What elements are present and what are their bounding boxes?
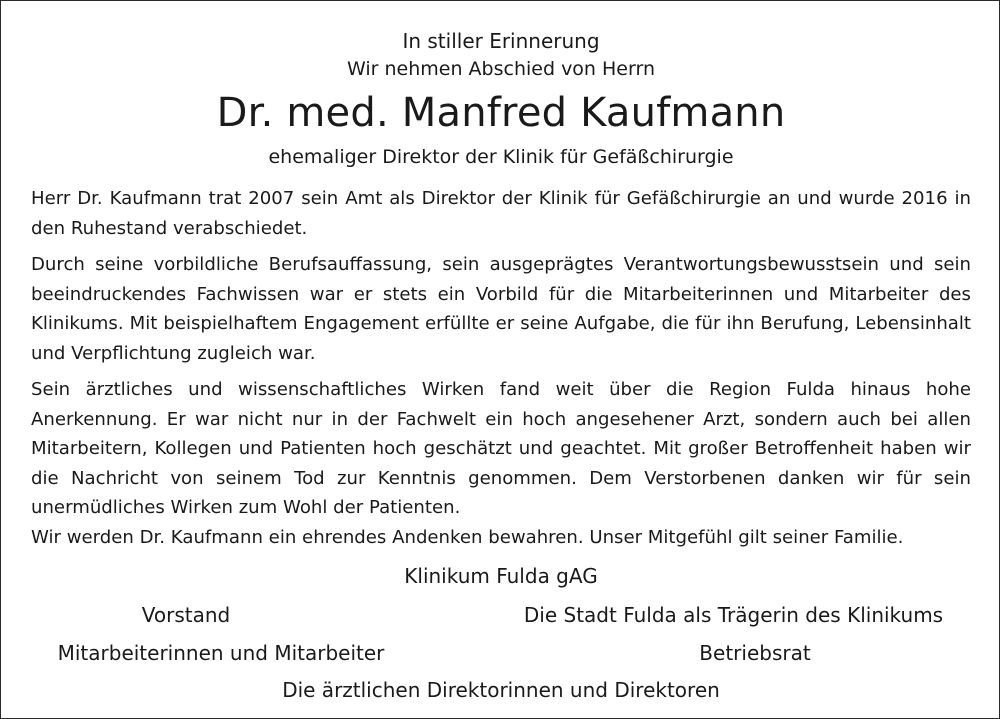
organization-name: Klinikum Fulda gAG bbox=[404, 564, 598, 588]
signatory-staff: Mitarbeiterinnen und Mitarbeiter bbox=[57, 641, 385, 665]
notice-sub-heading: Wir nehmen Abschied von Herrn bbox=[347, 58, 655, 80]
notice-heading: In stiller Erinnerung bbox=[402, 29, 600, 53]
body-paragraph: Durch seine vorbildliche Berufsauffassung, sein ausgeprägtes Verantwortungsbewusstsein und sein beeindruckendes Fachwissen war er stets ein Vorbild für die Mitarbeiterinnen und Mitarbeiter des Klinikums. Mit beispielhaftem Engagement erfüllte er seine Aufgabe, die für ihn Berufung, Lebensinhalt und Verpflichtung zugleich war. bbox=[31, 254, 971, 364]
notice-body bbox=[31, 184, 971, 552]
body-paragraph: Wir werden Dr. Kaufmann ein ehrendes Andenken bewahren. Unser Mitgefühl gilt seiner Familie. bbox=[31, 526, 904, 548]
deceased-name: Dr. med. Manfred Kaufmann bbox=[216, 90, 786, 136]
body-paragraph: Herr Dr. Kaufmann trat 2007 sein Amt als Direktor der Klinik für Gefäßchirurgie an und wurde 2016 in den Ruhestand verabschiedet. bbox=[31, 188, 971, 239]
signatory-works-council: Betriebsrat bbox=[699, 641, 811, 665]
signatory-city: Die Stadt Fulda als Trägerin des Klinikums bbox=[523, 603, 944, 627]
deceased-role: ehemaliger Direktor der Klinik für Gefäßchirurgie bbox=[268, 146, 734, 168]
body-paragraph: Sein ärztliches und wissenschaftliches Wirken fand weit über die Region Fulda hinaus hohe Anerkennung. Er war nicht nur in der Fachwelt ein hoch angesehener Arzt, sondern auch bei allen Mitarbeitern, Kollegen und Patienten hoch geschätzt und geachtet. Mit großer Betroffenheit haben wir die Nachricht von seinem Tod zur Kenntnis genommen. Dem Verstorbenen danken wir für sein unermüdliches Wirken zum Wohl der Patienten. bbox=[31, 379, 971, 518]
signatory-medical-directors: Die ärztlichen Direktorinnen und Direktoren bbox=[282, 678, 720, 702]
signatory-board: Vorstand bbox=[141, 603, 231, 627]
